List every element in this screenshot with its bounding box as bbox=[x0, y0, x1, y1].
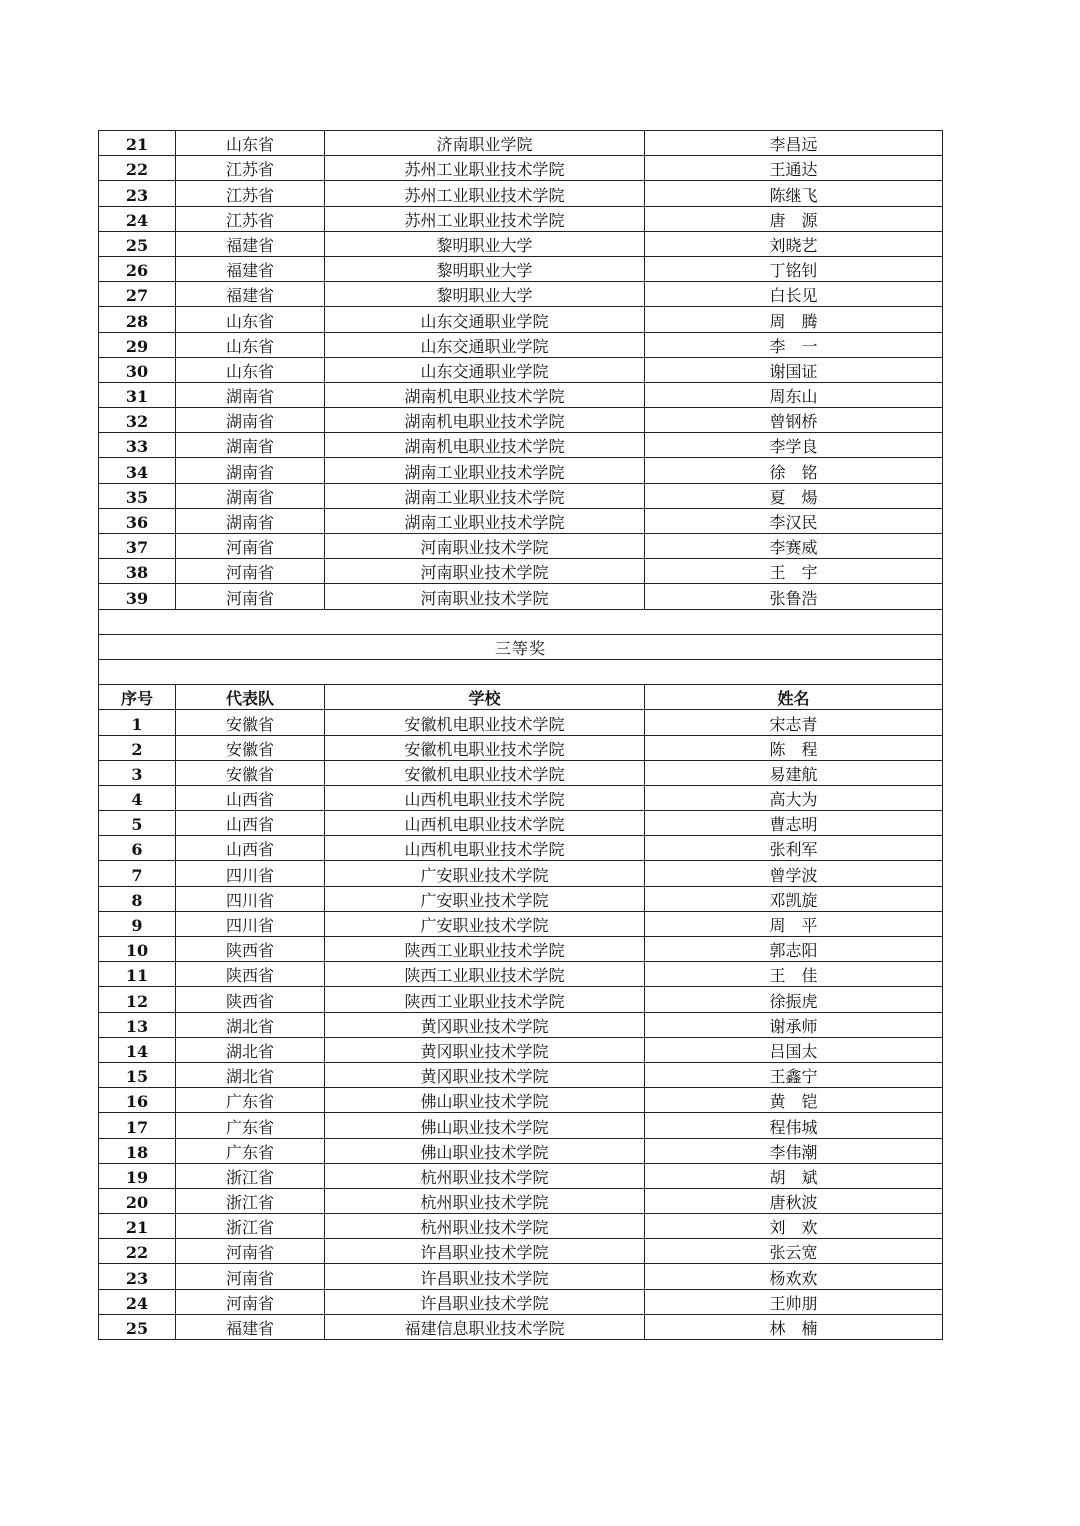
row-name: 王 宇 bbox=[645, 559, 943, 584]
row-school: 黎明职业大学 bbox=[325, 282, 645, 307]
row-index: 19 bbox=[99, 1163, 176, 1188]
row-team: 山东省 bbox=[176, 307, 325, 332]
row-name: 王帅朋 bbox=[645, 1289, 943, 1314]
row-team: 山西省 bbox=[176, 785, 325, 810]
row-index: 20 bbox=[99, 1188, 176, 1213]
header-index: 序号 bbox=[99, 685, 176, 710]
row-name: 张利军 bbox=[645, 836, 943, 861]
table-row bbox=[99, 861, 943, 886]
row-name: 高大为 bbox=[645, 785, 943, 810]
table-row bbox=[99, 911, 943, 936]
row-team: 浙江省 bbox=[176, 1214, 325, 1239]
row-name: 郭志阳 bbox=[645, 937, 943, 962]
table-row bbox=[99, 256, 943, 281]
table-row bbox=[99, 962, 943, 987]
row-school: 黄冈职业技术学院 bbox=[325, 1062, 645, 1087]
row-team: 湖南省 bbox=[176, 508, 325, 533]
row-team: 山东省 bbox=[176, 131, 325, 156]
row-team: 福建省 bbox=[176, 256, 325, 281]
table-row bbox=[99, 760, 943, 785]
row-name: 李学良 bbox=[645, 433, 943, 458]
table-row bbox=[99, 1214, 943, 1239]
table-header-row bbox=[99, 685, 943, 710]
table-row bbox=[99, 1138, 943, 1163]
row-team: 河南省 bbox=[176, 1239, 325, 1264]
row-team: 河南省 bbox=[176, 1264, 325, 1289]
row-name: 陈继飞 bbox=[645, 181, 943, 206]
table-row bbox=[99, 785, 943, 810]
row-name: 徐 铭 bbox=[645, 458, 943, 483]
row-name: 刘 欢 bbox=[645, 1214, 943, 1239]
row-team: 四川省 bbox=[176, 861, 325, 886]
row-team: 湖南省 bbox=[176, 408, 325, 433]
row-index: 4 bbox=[99, 785, 176, 810]
row-index: 29 bbox=[99, 332, 176, 357]
row-team: 山东省 bbox=[176, 357, 325, 382]
row-school: 佛山职业技术学院 bbox=[325, 1088, 645, 1113]
table-row bbox=[99, 1037, 943, 1062]
table-row bbox=[99, 1012, 943, 1037]
row-team: 湖南省 bbox=[176, 382, 325, 407]
row-school: 湖南工业职业技术学院 bbox=[325, 483, 645, 508]
row-index: 10 bbox=[99, 937, 176, 962]
row-team: 陕西省 bbox=[176, 962, 325, 987]
row-name: 李汉民 bbox=[645, 508, 943, 533]
row-team: 河南省 bbox=[176, 534, 325, 559]
row-school: 山西机电职业技术学院 bbox=[325, 785, 645, 810]
table-row bbox=[99, 710, 943, 735]
row-school: 黄冈职业技术学院 bbox=[325, 1012, 645, 1037]
row-team: 广东省 bbox=[176, 1113, 325, 1138]
row-index: 18 bbox=[99, 1138, 176, 1163]
row-school: 许昌职业技术学院 bbox=[325, 1239, 645, 1264]
section-title: 三等奖 bbox=[99, 634, 943, 659]
table-row bbox=[99, 483, 943, 508]
row-name: 白长见 bbox=[645, 282, 943, 307]
row-name: 李赛威 bbox=[645, 534, 943, 559]
row-index: 24 bbox=[99, 1289, 176, 1314]
blank-cell bbox=[99, 659, 943, 684]
table-row bbox=[99, 1239, 943, 1264]
row-index: 16 bbox=[99, 1088, 176, 1113]
row-name: 胡 斌 bbox=[645, 1163, 943, 1188]
row-school: 湖南工业职业技术学院 bbox=[325, 458, 645, 483]
row-team: 安徽省 bbox=[176, 760, 325, 785]
row-team: 福建省 bbox=[176, 1314, 325, 1339]
table-row bbox=[99, 508, 943, 533]
row-school: 佛山职业技术学院 bbox=[325, 1113, 645, 1138]
row-index: 6 bbox=[99, 836, 176, 861]
row-school: 河南职业技术学院 bbox=[325, 584, 645, 609]
row-name: 宋志青 bbox=[645, 710, 943, 735]
row-name: 谢国证 bbox=[645, 357, 943, 382]
row-school: 湖南机电职业技术学院 bbox=[325, 433, 645, 458]
row-school: 许昌职业技术学院 bbox=[325, 1264, 645, 1289]
row-name: 李 一 bbox=[645, 332, 943, 357]
row-index: 28 bbox=[99, 307, 176, 332]
row-school: 河南职业技术学院 bbox=[325, 559, 645, 584]
header-school: 学校 bbox=[325, 685, 645, 710]
table-row bbox=[99, 156, 943, 181]
row-index: 34 bbox=[99, 458, 176, 483]
row-name: 周东山 bbox=[645, 382, 943, 407]
table-row bbox=[99, 181, 943, 206]
row-school: 福建信息职业技术学院 bbox=[325, 1314, 645, 1339]
table-row bbox=[99, 811, 943, 836]
table-row bbox=[99, 1113, 943, 1138]
table-row bbox=[99, 231, 943, 256]
row-name: 王鑫宁 bbox=[645, 1062, 943, 1087]
row-school: 陕西工业职业技术学院 bbox=[325, 962, 645, 987]
row-name: 林 楠 bbox=[645, 1314, 943, 1339]
row-name: 周 腾 bbox=[645, 307, 943, 332]
table-row bbox=[99, 332, 943, 357]
table-row bbox=[99, 1289, 943, 1314]
row-team: 广东省 bbox=[176, 1088, 325, 1113]
table-row bbox=[99, 1062, 943, 1087]
row-name: 曾学波 bbox=[645, 861, 943, 886]
row-index: 21 bbox=[99, 1214, 176, 1239]
table-row bbox=[99, 735, 943, 760]
row-team: 湖南省 bbox=[176, 483, 325, 508]
row-index: 22 bbox=[99, 1239, 176, 1264]
row-team: 浙江省 bbox=[176, 1188, 325, 1213]
table-row bbox=[99, 131, 943, 156]
row-school: 湖南机电职业技术学院 bbox=[325, 408, 645, 433]
row-school: 杭州职业技术学院 bbox=[325, 1163, 645, 1188]
row-school: 杭州职业技术学院 bbox=[325, 1188, 645, 1213]
row-school: 安徽机电职业技术学院 bbox=[325, 760, 645, 785]
row-team: 湖北省 bbox=[176, 1037, 325, 1062]
award-roster-table bbox=[98, 130, 943, 1340]
row-school: 黎明职业大学 bbox=[325, 231, 645, 256]
table-row bbox=[99, 836, 943, 861]
row-team: 江苏省 bbox=[176, 206, 325, 231]
row-name: 丁铭钊 bbox=[645, 256, 943, 281]
row-school: 山东交通职业学院 bbox=[325, 307, 645, 332]
row-team: 四川省 bbox=[176, 886, 325, 911]
row-index: 5 bbox=[99, 811, 176, 836]
second-prize-rows bbox=[99, 131, 943, 610]
row-team: 山西省 bbox=[176, 811, 325, 836]
header-team: 代表队 bbox=[176, 685, 325, 710]
section-divider bbox=[99, 609, 943, 710]
row-index: 23 bbox=[99, 181, 176, 206]
row-school: 山西机电职业技术学院 bbox=[325, 811, 645, 836]
row-index: 23 bbox=[99, 1264, 176, 1289]
row-index: 9 bbox=[99, 911, 176, 936]
table-row bbox=[99, 382, 943, 407]
row-team: 陕西省 bbox=[176, 937, 325, 962]
row-school: 苏州工业职业技术学院 bbox=[325, 206, 645, 231]
row-team: 陕西省 bbox=[176, 987, 325, 1012]
table-row bbox=[99, 559, 943, 584]
table-row bbox=[99, 206, 943, 231]
row-index: 36 bbox=[99, 508, 176, 533]
row-index: 33 bbox=[99, 433, 176, 458]
row-team: 湖北省 bbox=[176, 1012, 325, 1037]
row-index: 24 bbox=[99, 206, 176, 231]
blank-cell bbox=[99, 609, 943, 634]
row-name: 陈 程 bbox=[645, 735, 943, 760]
row-school: 湖南工业职业技术学院 bbox=[325, 508, 645, 533]
row-school: 陕西工业职业技术学院 bbox=[325, 987, 645, 1012]
blank-row bbox=[99, 659, 943, 684]
row-name: 杨欢欢 bbox=[645, 1264, 943, 1289]
row-name: 唐 源 bbox=[645, 206, 943, 231]
table-row bbox=[99, 886, 943, 911]
row-index: 25 bbox=[99, 231, 176, 256]
row-team: 江苏省 bbox=[176, 181, 325, 206]
row-index: 17 bbox=[99, 1113, 176, 1138]
row-name: 程伟城 bbox=[645, 1113, 943, 1138]
row-school: 广安职业技术学院 bbox=[325, 886, 645, 911]
row-team: 安徽省 bbox=[176, 735, 325, 760]
row-school: 杭州职业技术学院 bbox=[325, 1214, 645, 1239]
row-index: 31 bbox=[99, 382, 176, 407]
table-row bbox=[99, 937, 943, 962]
row-index: 26 bbox=[99, 256, 176, 281]
row-index: 8 bbox=[99, 886, 176, 911]
row-school: 佛山职业技术学院 bbox=[325, 1138, 645, 1163]
row-name: 徐振虎 bbox=[645, 987, 943, 1012]
row-name: 吕国太 bbox=[645, 1037, 943, 1062]
row-team: 湖北省 bbox=[176, 1062, 325, 1087]
row-name: 曹志明 bbox=[645, 811, 943, 836]
row-index: 3 bbox=[99, 760, 176, 785]
table-row bbox=[99, 584, 943, 609]
row-name: 黄 铠 bbox=[645, 1088, 943, 1113]
row-school: 安徽机电职业技术学院 bbox=[325, 710, 645, 735]
row-name: 王 佳 bbox=[645, 962, 943, 987]
table-row bbox=[99, 1264, 943, 1289]
table-row bbox=[99, 307, 943, 332]
row-name: 曾钢桥 bbox=[645, 408, 943, 433]
row-school: 黎明职业大学 bbox=[325, 256, 645, 281]
row-team: 福建省 bbox=[176, 282, 325, 307]
row-index: 7 bbox=[99, 861, 176, 886]
row-school: 安徽机电职业技术学院 bbox=[325, 735, 645, 760]
row-school: 山东交通职业学院 bbox=[325, 332, 645, 357]
row-school: 许昌职业技术学院 bbox=[325, 1289, 645, 1314]
third-prize-rows bbox=[99, 710, 943, 1340]
row-name: 张云宽 bbox=[645, 1239, 943, 1264]
row-school: 黄冈职业技术学院 bbox=[325, 1037, 645, 1062]
row-school: 山东交通职业学院 bbox=[325, 357, 645, 382]
row-name: 唐秋波 bbox=[645, 1188, 943, 1213]
section-title-row bbox=[99, 634, 943, 659]
row-index: 25 bbox=[99, 1314, 176, 1339]
row-index: 11 bbox=[99, 962, 176, 987]
row-name: 易建航 bbox=[645, 760, 943, 785]
row-team: 山东省 bbox=[176, 332, 325, 357]
table-row bbox=[99, 1188, 943, 1213]
row-index: 21 bbox=[99, 131, 176, 156]
row-team: 安徽省 bbox=[176, 710, 325, 735]
row-school: 苏州工业职业技术学院 bbox=[325, 156, 645, 181]
row-school: 济南职业学院 bbox=[325, 131, 645, 156]
row-index: 39 bbox=[99, 584, 176, 609]
blank-row bbox=[99, 609, 943, 634]
row-index: 37 bbox=[99, 534, 176, 559]
row-index: 38 bbox=[99, 559, 176, 584]
table-row bbox=[99, 1314, 943, 1339]
table-row bbox=[99, 282, 943, 307]
row-team: 湖南省 bbox=[176, 433, 325, 458]
row-index: 1 bbox=[99, 710, 176, 735]
row-index: 27 bbox=[99, 282, 176, 307]
row-name: 张鲁浩 bbox=[645, 584, 943, 609]
row-name: 夏 煬 bbox=[645, 483, 943, 508]
row-index: 35 bbox=[99, 483, 176, 508]
row-school: 陕西工业职业技术学院 bbox=[325, 937, 645, 962]
row-school: 广安职业技术学院 bbox=[325, 861, 645, 886]
row-name: 李伟潮 bbox=[645, 1138, 943, 1163]
table-row bbox=[99, 534, 943, 559]
row-school: 河南职业技术学院 bbox=[325, 534, 645, 559]
row-team: 河南省 bbox=[176, 584, 325, 609]
row-team: 江苏省 bbox=[176, 156, 325, 181]
table-row bbox=[99, 408, 943, 433]
row-index: 30 bbox=[99, 357, 176, 382]
table-row bbox=[99, 987, 943, 1012]
row-team: 湖南省 bbox=[176, 458, 325, 483]
table-row bbox=[99, 357, 943, 382]
row-name: 邓凯旋 bbox=[645, 886, 943, 911]
row-name: 李昌远 bbox=[645, 131, 943, 156]
row-index: 13 bbox=[99, 1012, 176, 1037]
table-row bbox=[99, 1163, 943, 1188]
row-team: 河南省 bbox=[176, 1289, 325, 1314]
row-team: 浙江省 bbox=[176, 1163, 325, 1188]
row-index: 15 bbox=[99, 1062, 176, 1087]
row-name: 刘晓艺 bbox=[645, 231, 943, 256]
table-row bbox=[99, 433, 943, 458]
row-name: 谢承师 bbox=[645, 1012, 943, 1037]
row-team: 四川省 bbox=[176, 911, 325, 936]
row-index: 32 bbox=[99, 408, 176, 433]
row-index: 22 bbox=[99, 156, 176, 181]
row-team: 山西省 bbox=[176, 836, 325, 861]
row-school: 苏州工业职业技术学院 bbox=[325, 181, 645, 206]
row-team: 福建省 bbox=[176, 231, 325, 256]
row-school: 广安职业技术学院 bbox=[325, 911, 645, 936]
table-row bbox=[99, 458, 943, 483]
row-index: 12 bbox=[99, 987, 176, 1012]
row-school: 湖南机电职业技术学院 bbox=[325, 382, 645, 407]
row-team: 河南省 bbox=[176, 559, 325, 584]
row-team: 广东省 bbox=[176, 1138, 325, 1163]
table-row bbox=[99, 1088, 943, 1113]
row-index: 14 bbox=[99, 1037, 176, 1062]
row-name: 王通达 bbox=[645, 156, 943, 181]
row-index: 2 bbox=[99, 735, 176, 760]
row-school: 山西机电职业技术学院 bbox=[325, 836, 645, 861]
header-name: 姓名 bbox=[645, 685, 943, 710]
row-name: 周 平 bbox=[645, 911, 943, 936]
